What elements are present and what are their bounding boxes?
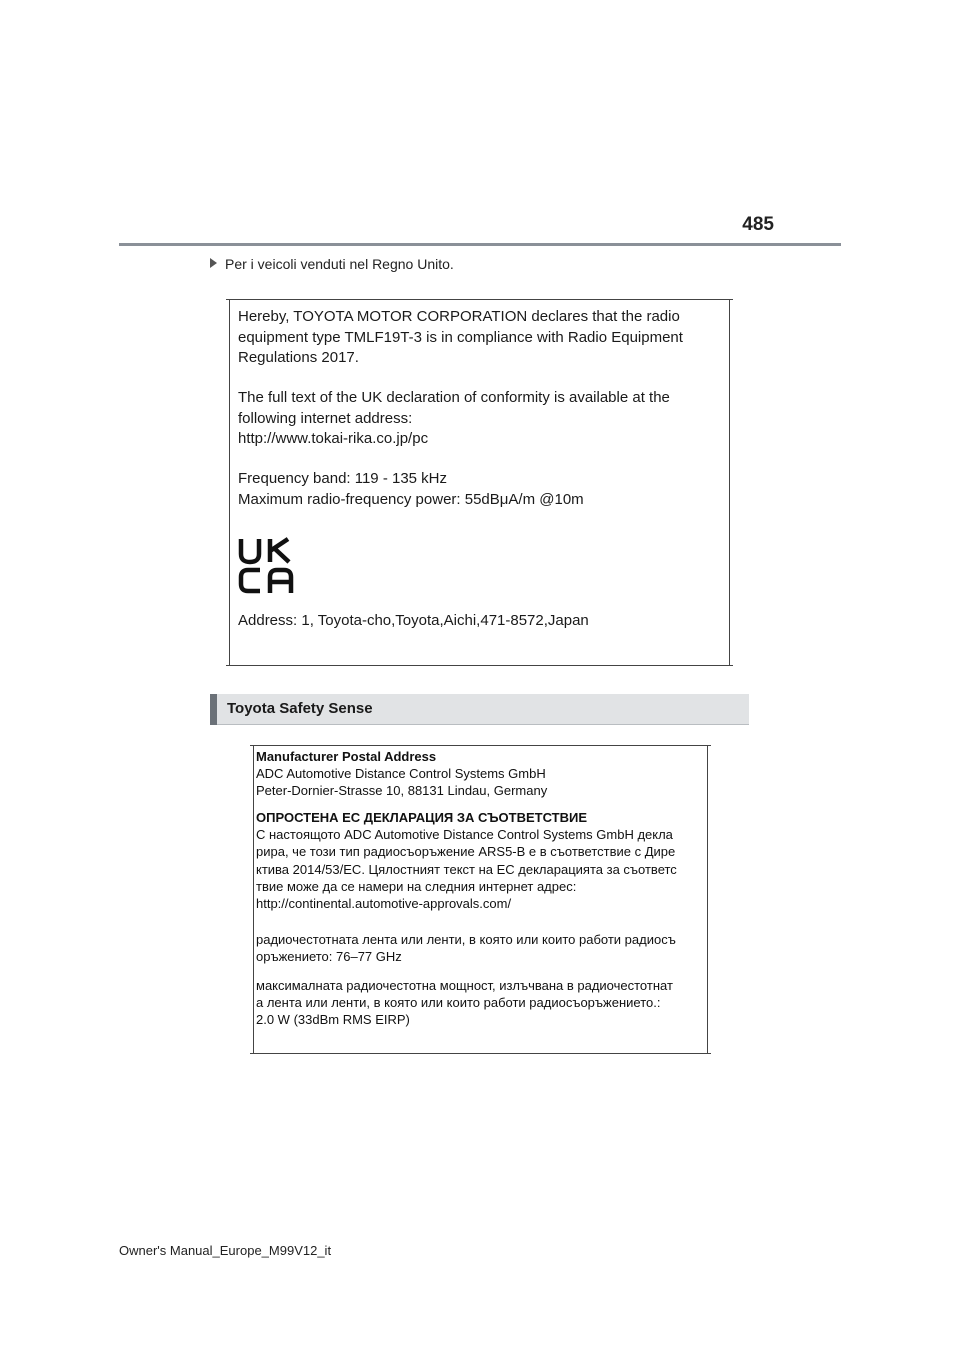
box-bottom-rule: [250, 1053, 711, 1054]
eu-declaration-url: http://continental.automotive-approvals.com/: [256, 896, 512, 912]
power-line: максималната радиочестотна мощност, излъчвана в радиочестотнат: [256, 978, 673, 993]
company-name: ADC Automotive Distance Control Systems GmbH: [256, 766, 546, 782]
section-title: Toyota Safety Sense: [227, 700, 373, 717]
section-banner: [210, 694, 749, 725]
manufacturer-postal-address: [256, 748, 706, 800]
eu-declaration: [256, 809, 706, 912]
region-bullet: [210, 256, 454, 272]
eu-declaration-heading: ОПРОСТЕНА ЕС ДЕКЛАРАЦИЯ ЗА СЪОТВЕТСТВИЕ: [256, 810, 588, 825]
footer: Owner's Manual_Europe_M99V12_it: [119, 1243, 332, 1258]
bullet-triangle-icon: [210, 258, 217, 268]
box-top-rule: [250, 745, 711, 746]
availability-line-1: The full text of the UK declaration of conformity is available at the: [238, 389, 670, 406]
max-power: Maximum radio-frequency power: 55dBμA/m @10m: [238, 490, 584, 508]
company-street: Peter-Dornier-Strasse 10, 88131 Lindau, Germany: [256, 783, 548, 799]
frequency-band-bg: [256, 931, 706, 965]
uk-declaration-availability: [238, 388, 718, 450]
eu-declaration-line: твие може да се намери на следния интернет адрес:: [256, 878, 577, 894]
power-line: а лента или ленти, в която или които работи радиосъоръжението.:: [256, 995, 661, 1011]
eu-declaration-line: ктива 2014/53/ЕС. Цялостният текст на ЕС декларацията за съответс: [256, 861, 677, 877]
uk-declaration-box: [229, 299, 730, 666]
eu-declaration-line: рира, че този тип радиосъоръжение ARS5-B е в съответствие с Дире: [256, 844, 676, 860]
header-rule: [119, 243, 841, 246]
frequency-line: оръжението: 76–77 GHz: [256, 949, 402, 965]
uk-declaration-statement: Hereby, TOYOTA MOTOR CORPORATION declares that the radio equipment type TMLF19T-3 is in compliance with Radio Equipment Regulations 2017.: [238, 308, 683, 366]
manufacturer-address: Address: 1, Toyota-cho,Toyota,Aichi,471-8572,Japan: [238, 612, 589, 629]
frequency-line: радиочестотната лента или ленти, в която или които работи радиосъ: [256, 932, 676, 947]
acc-declaration-box: [253, 745, 708, 1054]
box-bottom-rule: [226, 665, 733, 666]
page-number: 485: [742, 214, 774, 235]
declaration-url: http://www.tokai-rika.co.jp/pc: [238, 430, 429, 447]
eu-declaration-line: С настоящото ADC Automotive Distance Control Systems GmbH декла: [256, 827, 673, 843]
postal-address-heading: Manufacturer Postal Address: [256, 749, 437, 764]
max-power-bg: [256, 977, 706, 1029]
bullet-text: Per i veicoli venduti nel Regno Unito.: [225, 256, 454, 272]
banner-accent-bar: [210, 694, 217, 725]
availability-line-2: following internet address:: [238, 409, 413, 427]
uk-declaration-specs: [238, 469, 718, 510]
frequency-band: Frequency band: 119 - 135 kHz: [238, 470, 448, 487]
ukca-mark-icon: [238, 537, 298, 595]
box-top-rule: [226, 299, 733, 300]
power-line: 2.0 W (33dBm RMS EIRP): [256, 1012, 410, 1028]
